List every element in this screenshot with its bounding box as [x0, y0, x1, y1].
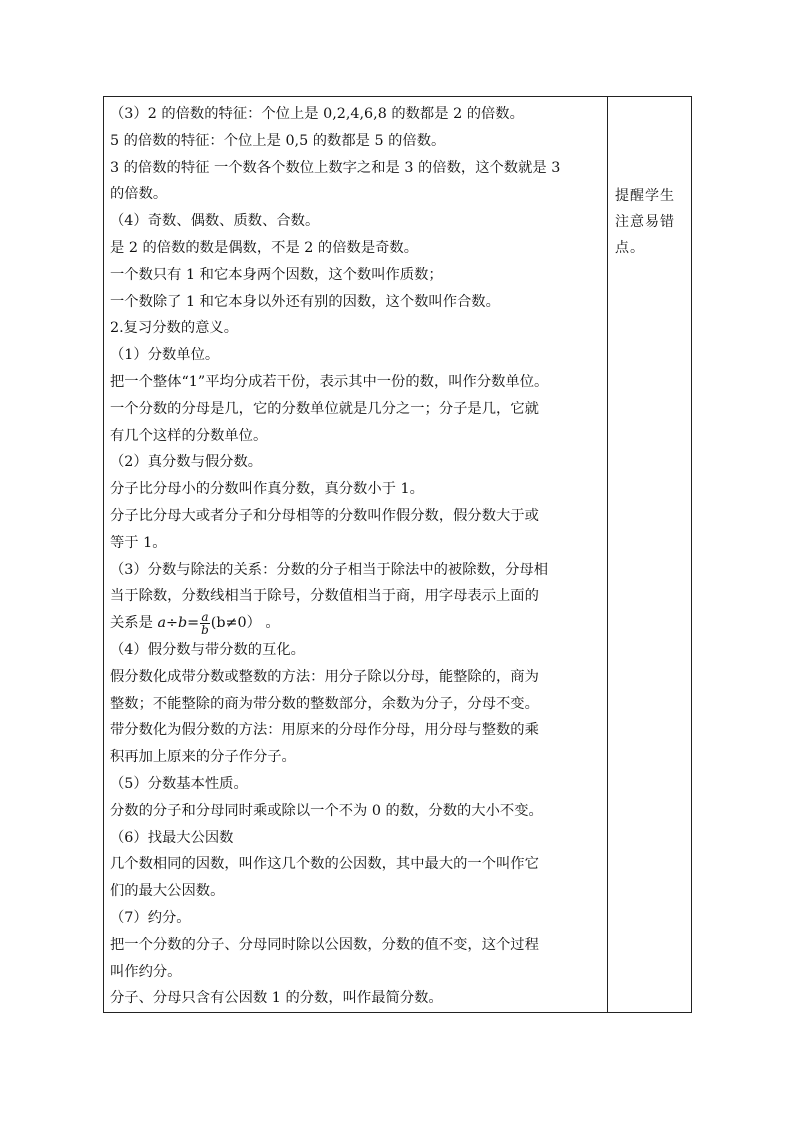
text-line: 整数；不能整除的商为带分数的整数部分，余数为分子，分母不变。	[110, 695, 539, 712]
text-line: （3）2 的倍数的特征：个位上是 0,2,4,6,8 的数都是 2 的倍数。	[110, 106, 524, 122]
text-line: 一个数除了 1 和它本身以外还有别的因数，这个数叫作合数。	[110, 293, 500, 310]
text-line: 积再加上原来的分子作分子。	[110, 749, 296, 766]
formula-line	[110, 610, 603, 637]
formula-b: b	[177, 615, 188, 632]
text-line: （1）分数单位。	[110, 347, 220, 364]
section-heading: 2.复习分数的意义。	[110, 320, 239, 337]
formula-condition: (b≠0）	[210, 615, 261, 632]
text-line: （7）约分。	[110, 909, 191, 926]
text-line: 是 2 的倍数的数是偶数，不是 2 的倍数是奇数。	[110, 239, 419, 256]
note-cell	[608, 97, 692, 1013]
text-line: （5）分数基本性质。	[110, 775, 248, 792]
text-line: 当于除数，分数线相当于除号，分数值相当于商，用字母表示上面的	[110, 588, 539, 605]
text-line: 叫作约分。	[110, 963, 182, 980]
note-line: 提醒学生	[615, 188, 675, 204]
fraction	[200, 611, 210, 636]
text-line: 分子、分母只含有公因数 1 的分数，叫作最简分数。	[110, 990, 443, 1007]
text-line: 带分数化为假分数的方法：用原来的分母作分母，用分母与整数的乘	[110, 722, 539, 739]
text-line: 分子比分母小的分数叫作真分数，真分数小于 1。	[110, 481, 424, 498]
text-line: 假分数化成带分数或整数的方法：用分子除以分母，能整除的，商为	[110, 668, 539, 685]
text-line: （4）奇数、偶数、质数、合数。	[110, 213, 320, 230]
text-line: （4）假分数与带分数的互化。	[110, 641, 305, 658]
formula-a: a	[157, 615, 166, 632]
text-line: （6）找最大公因数	[110, 829, 234, 846]
formula-prefix: 关系是	[110, 615, 158, 632]
text-line: 把一个整体“1”平均分成若干份，表示其中一份的数，叫作分数单位。	[110, 373, 549, 390]
text-line: 5 的倍数的特征：个位上是 0,5 的数都是 5 的倍数。	[110, 132, 446, 149]
lesson-table	[103, 96, 692, 1013]
formula-div: ÷	[165, 615, 178, 632]
text-line: 一个数只有 1 和它本身两个因数，这个数叫作质数；	[110, 266, 443, 283]
table-row	[104, 97, 692, 1013]
text-line: 几个数相同的因数，叫作这几个数的公因数，其中最大的一个叫作它	[110, 856, 539, 873]
content-cell	[104, 97, 608, 1013]
text-line: 等于 1。	[110, 534, 167, 551]
text-line: 把一个分数的分子、分母同时除以公因数，分数的值不变，这个过程	[110, 936, 539, 953]
text-line: 分数的分子和分母同时乘或除以一个不为 0 的数，分数的大小不变。	[110, 802, 543, 819]
formula-eq: =	[187, 615, 200, 632]
text-line: 们的最大公因数。	[110, 883, 225, 900]
text-line: （2）真分数与假分数。	[110, 454, 263, 471]
text-line: 3 的倍数的特征 一个数各个数位上数字之和是 3 的倍数，这个数就是 3	[110, 159, 561, 176]
text-line: 有几个这样的分数单位。	[110, 427, 268, 444]
note-line: 点。	[615, 240, 645, 256]
text-line: 的倍数。	[110, 186, 168, 203]
formula-suffix: 。	[260, 615, 280, 632]
fraction-numerator: a	[201, 609, 209, 624]
fraction-denominator: b	[201, 622, 209, 637]
content-text	[104, 97, 607, 1012]
note-line: 注意易错	[615, 214, 675, 230]
teacher-note	[608, 97, 691, 261]
text-line: （3）分数与除法的关系：分数的分子相当于除法中的被除数，分母相	[110, 561, 548, 578]
text-line: 一个分数的分母是几，它的分数单位就是几分之一；分子是几，它就	[110, 400, 539, 417]
text-line: 分子比分母大或者分子和分母相等的分数叫作假分数，假分数大于或	[110, 507, 539, 524]
